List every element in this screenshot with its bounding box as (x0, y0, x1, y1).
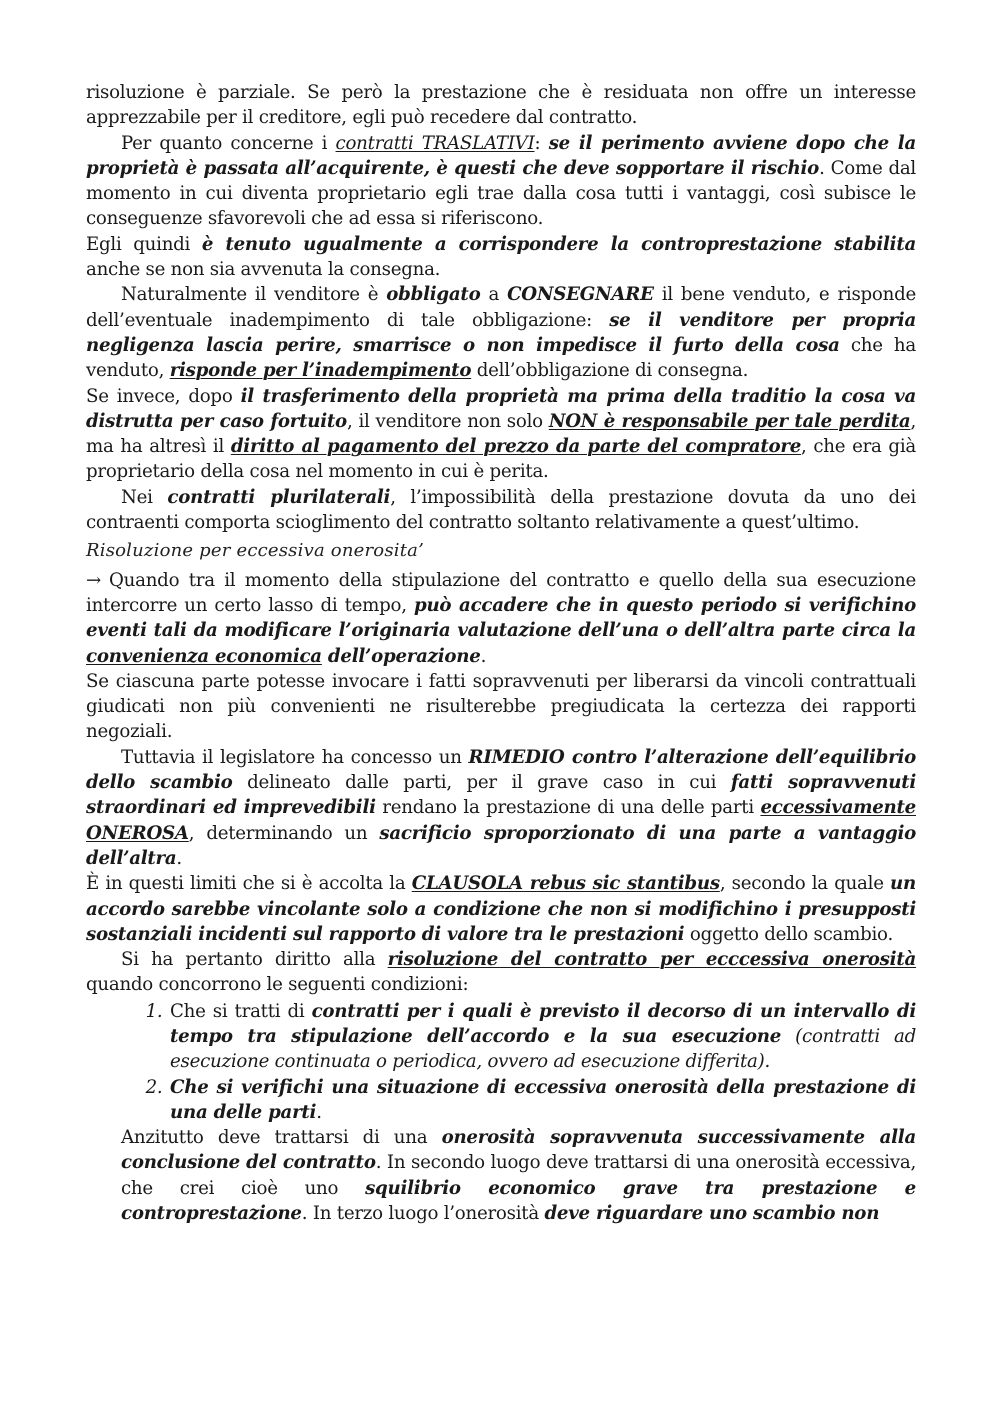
paragraph-anzitutto (121, 1125, 916, 1226)
text-run: . Come dal momento in cui diventa proprietario egli trae dalla cosa tutti i vantaggi, così subisce le conseguenze sfavorevoli che ad essa si riferiscono. (86, 157, 916, 230)
emphasis-text: dell’operazione (321, 645, 481, 667)
text-run: , secondo la quale (719, 873, 891, 895)
text-run: Anzitutto deve trattarsi di una (121, 1127, 442, 1149)
paragraph-controprestazione (86, 232, 916, 283)
text-run: È in questi limiti che si è accolta la (86, 873, 412, 895)
paragraph-consegnare (86, 282, 916, 383)
emphasis-text: obbligato (386, 284, 481, 306)
text-run: anche se non sia avvenuta la consegna. (86, 259, 441, 281)
conditions-list (86, 999, 916, 1125)
text-run: Per quanto concerne i (121, 132, 336, 154)
paragraph-caso-fortuito (86, 384, 916, 485)
paragraph-intro-onerosita (86, 568, 916, 669)
text-run: rendano la prestazione di una delle parti (375, 797, 761, 819)
emphasis-text: un accordo sarebbe vincolante solo a condizione che non si modifichino i presupposti sostanziali incidenti sul rapporto di valore tra le prestazioni (86, 873, 916, 945)
text-run: a (480, 284, 508, 306)
text-run: Naturalmente il venditore è (121, 284, 387, 306)
text-run: quando concorrono le seguenti condizioni: (86, 974, 469, 996)
emphasis-text: è tenuto ugualmente a corrispondere la controprestazione stabilita (201, 233, 917, 255)
text-run: oggetto dello scambio. (684, 923, 893, 945)
text-run: Quando tra il momento della stipulazione del contratto e quello della sua esecuzione intercorre un certo lasso di tempo, (86, 569, 916, 616)
emphasis-text: il trasferimento della proprietà ma prima della traditio la cosa va distrutta per caso fortuito (86, 385, 916, 432)
paragraph-rimedio (86, 745, 916, 871)
underlined-emphasis: risponde per l’inadempimento (169, 360, 472, 382)
text-run: , ma ha altresì il (86, 410, 916, 458)
text-run: che ha venduto, (86, 334, 916, 382)
underlined-emphasis: eccessivamente ONEROSA (86, 797, 916, 844)
emphasis-text: fatti sopravvenuti straordinari ed imprevedibili (86, 772, 916, 819)
paragraph-clausola (86, 871, 916, 947)
emphasis-text: se il venditore per propria negligenza lascia perire, smarrisce o non impedisce il furto della cosa (86, 309, 916, 356)
underlined-term: contratti TRASLATIVI (335, 132, 535, 154)
underlined-emphasis: NON è responsabile per tale perdita (548, 410, 911, 432)
text-run: , determinando un (188, 822, 380, 844)
text-run: . (176, 847, 182, 869)
emphasis-text: onerosità sopravvenuta successivamente alla conclusione del contratto (121, 1127, 916, 1174)
paragraph-1: risoluzione è parziale. Se però la prestazione che è residuata non offre un interesse apprezzabile per il creditore, egli può recedere dal contratto. (86, 82, 916, 129)
list-item (168, 999, 916, 1075)
text-run: : (534, 132, 549, 154)
emphasis-text: deve riguardare uno scambio non (544, 1203, 880, 1225)
underlined-emphasis: convenienza economica (86, 645, 322, 667)
emphasis-text: può accadere che in questo periodo si verifichino eventi tali da modificare l’originaria valutazione dell’una o dell’altra parte circa la (86, 594, 917, 642)
emphasis-text: squilibrio economico grave tra prestazione e controprestazione (121, 1177, 916, 1225)
text-run: Nei (121, 486, 168, 508)
text-run: , l’impossibilità della prestazione dovuta da uno dei contraenti comporta scioglimento del contratto soltanto relativamente a quest’ultimo. (86, 486, 916, 534)
text-run: il bene venduto, e risponde dell’eventuale inadempimento di tale obbligazione: (86, 284, 917, 331)
arrow-icon: → (86, 569, 101, 591)
text-run: Si ha pertanto diritto alla (121, 949, 388, 971)
italic-text: (contratti ad esecuzione continuata o periodica, ovvero ad esecuzione differita). (170, 1025, 916, 1073)
text-run: delineato dalle parti, per il grave caso in cui (232, 772, 731, 794)
list-item (168, 1075, 916, 1126)
emphasis-text: Che si verifichi una situazione di eccessiva onerosità della prestazione di una delle parti (170, 1076, 916, 1123)
emphasis-text: contratti plurilaterali (167, 486, 391, 508)
text-run: Egli quindi (86, 233, 202, 255)
text-run: . In secondo luogo deve trattarsi di una onerosità eccessiva, che crei cioè uno (121, 1152, 917, 1199)
emphasis-text: se il perimento avviene dopo che la proprietà è passata all’acquirente, è questi che deve sopportare il rischio (86, 132, 916, 179)
text-run: . (316, 1101, 322, 1123)
underlined-emphasis: risoluzione del contratto per ecccessiva onerosità (387, 949, 917, 971)
emphasis-text: RIMEDIO contro l’alterazione dell’equilibrio dello scambio (86, 746, 916, 794)
text-run: , che era già proprietario della cosa nel momento in cui è perita. (86, 436, 916, 483)
document-page (86, 80, 916, 1226)
paragraph-traslativi (86, 131, 916, 232)
text-run: Tuttavia il legislatore ha concesso un (121, 746, 469, 768)
text-run: . In terzo luogo l’onerosità (301, 1203, 545, 1225)
text-run: Che si tratti di (170, 1000, 312, 1022)
paragraph-plurilaterali (86, 485, 916, 536)
emphasis-text: CONSEGNARE (507, 284, 654, 306)
paragraph-risoluzione (86, 947, 916, 998)
text-run: Se invece, dopo (86, 385, 241, 407)
text-run: . (480, 645, 487, 667)
emphasis-text: sacrificio sproporzionato di una parte a vantaggio dell’altra (86, 822, 916, 869)
text-run: dell’obbligazione di consegna. (471, 360, 749, 382)
section-heading: Risoluzione per eccessiva onerosita’ (86, 540, 425, 562)
paragraph-certezza: Se ciascuna parte potesse invocare i fatti sopravvenuti per liberarsi da vincoli contrattuali giudicati non più convenienti ne risulterebbe pregiudicata la certezza dei rapporti negoziali. (86, 670, 916, 743)
emphasis-text: contratti per i quali è previsto il decorso di un intervallo di tempo tra stipulazione dell’accordo e la sua esecuzione (170, 1000, 916, 1047)
underlined-emphasis: CLAUSOLA rebus sic stantibus (411, 873, 720, 895)
text-run: , il venditore non solo (346, 410, 549, 432)
underlined-emphasis: diritto al pagamento del prezzo da parte del compratore (230, 436, 802, 458)
